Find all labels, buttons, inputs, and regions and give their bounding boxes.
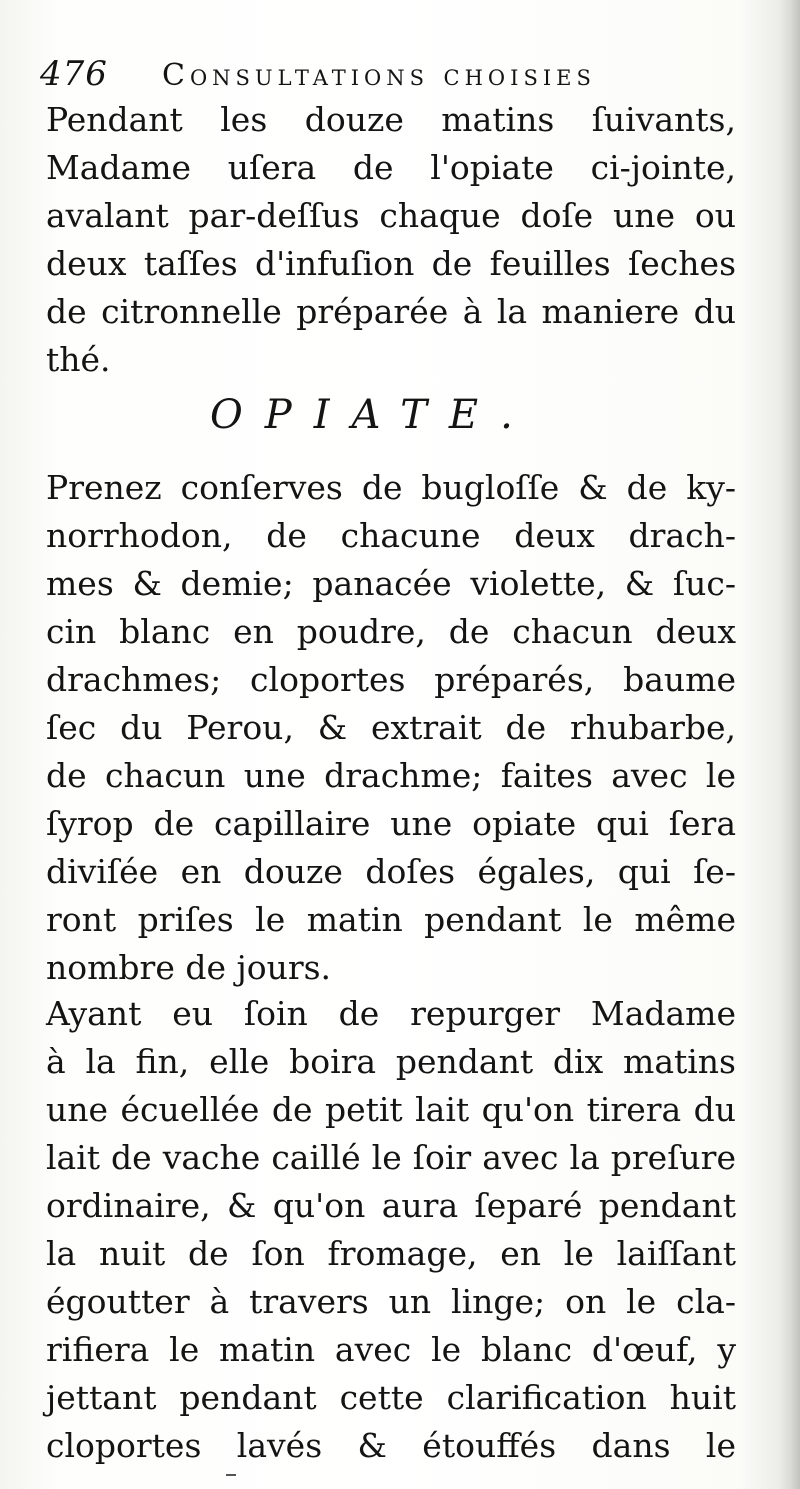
text-line: cloportes lavés & étouffés dans le (46, 1426, 736, 1465)
text-line: Ayant eu ſoin de repurger Madame (46, 994, 736, 1033)
text-line: diviſée en douze doſes égales, qui ſe- (46, 852, 736, 891)
text-line: Prenez conſerves de bugloſſe & de ky- (46, 468, 736, 507)
text-line: la nuit de ſon fromage, en le laiſſant (46, 1234, 736, 1273)
text-line: Madame uſera de l'opiate ci-jointe, (46, 148, 736, 187)
text-line: drachmes; cloportes préparés, baume (46, 660, 736, 699)
section-title: OPIATE. (210, 392, 535, 438)
text-line: de citronnelle préparée à la maniere du (46, 292, 736, 331)
text-line: Pendant les douze matins ſuivants, (46, 100, 736, 139)
text-line: lait de vache caillé le ſoir avec la preſure (46, 1138, 736, 1177)
text-line: à la fin, elle boira pendant dix matins (46, 1042, 736, 1081)
text-line: de chacun une drachme; faites avec le (46, 756, 736, 795)
text-line: avalant par-deſſus chaque doſe une ou (46, 196, 736, 235)
page-header (40, 52, 730, 102)
page-bottom-mark (226, 1474, 236, 1476)
page-number: 476 (40, 54, 108, 94)
text-line: mes & demie; panacée violette, & ſuc- (46, 564, 736, 603)
text-line: deux taſſes d'infuſion de feuilles ſeches (46, 244, 736, 283)
text-line: rifiera le matin avec le blanc d'œuf, y (46, 1330, 736, 1369)
text-line: égoutter à travers un linge; on le cla- (46, 1282, 736, 1321)
text-line: ordinaire, & qu'on aura ſeparé pendant (46, 1186, 736, 1225)
text-line: norrhodon, de chacune deux drach- (46, 516, 736, 555)
text-line: cin blanc en poudre, de chacun deux (46, 612, 736, 651)
text-line: jettant pendant cette clarification huit (46, 1378, 736, 1417)
text-line: ront priſes le matin pendant le même (46, 900, 736, 939)
text-line: ſyrop de capillaire une opiate qui ſera (46, 804, 736, 843)
text-line: ſec du Perou, & extrait de rhubarbe, (46, 708, 736, 747)
text-line: thé. (46, 340, 111, 379)
text-line: nombre de jours. (46, 948, 332, 987)
running-head: Consultations choisies (162, 58, 596, 93)
text-line: une écuellée de petit lait qu'on tirera du (46, 1090, 736, 1129)
page-edge-shadow (778, 0, 800, 1489)
